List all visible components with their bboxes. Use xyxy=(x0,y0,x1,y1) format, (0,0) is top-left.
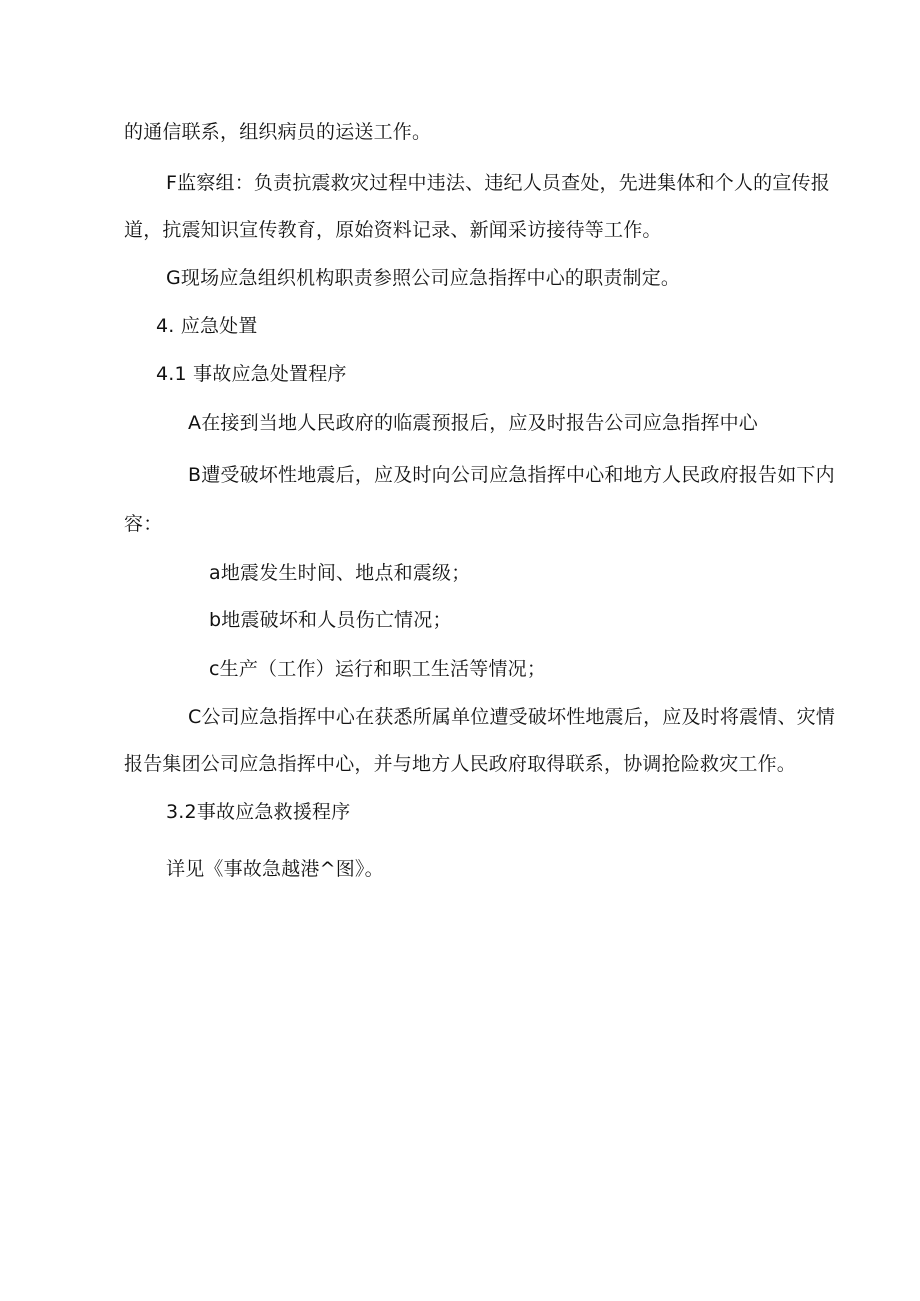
paragraph-line-4: G现场应急组织机构职责参照公司应急指挥中心的职责制定。 xyxy=(166,267,681,289)
paragraph-line-7: A在接到当地人民政府的临震预报后，应及时报告公司应急指挥中心 xyxy=(188,412,758,434)
section-heading-4: 4. 应急处置 xyxy=(156,315,258,337)
subsection-heading-4-1: 4.1 事故应急处置程序 xyxy=(156,363,347,385)
subsection-heading-3-2: 3.2事故应急救援程序 xyxy=(166,801,351,823)
paragraph-line-14: 报告集团公司应急指挥中心，并与地方人民政府取得联系，协调抢险救灾工作。 xyxy=(124,753,797,775)
list-item-a: a地震发生时间、地点和震级； xyxy=(209,562,471,584)
list-item-c: c生产（工作）运行和职工生活等情况； xyxy=(209,658,547,680)
paragraph-line-9: 容： xyxy=(124,513,163,535)
paragraph-line-3: 道，抗震知识宣传教育，原始资料记录、新闻采访接待等工作。 xyxy=(124,219,662,241)
paragraph-line-8: B遭受破坏性地震后，应及时向公司应急指挥中心和地方人民政府报告如下内 xyxy=(188,464,835,486)
paragraph-line-2: F监察组：负责抗震救灾过程中违法、违纪人员查处，先进集体和个人的宣传报 xyxy=(166,172,830,194)
paragraph-line-13: C公司应急指挥中心在获悉所属单位遭受破坏性地震后，应及时将震情、灾情 xyxy=(188,706,836,728)
paragraph-line-16: 详见《事故急越港^图》。 xyxy=(166,858,384,880)
paragraph-line-1: 的通信联系，组织病员的运送工作。 xyxy=(124,121,432,143)
list-item-b: b地震破坏和人员伤亡情况； xyxy=(209,609,452,631)
